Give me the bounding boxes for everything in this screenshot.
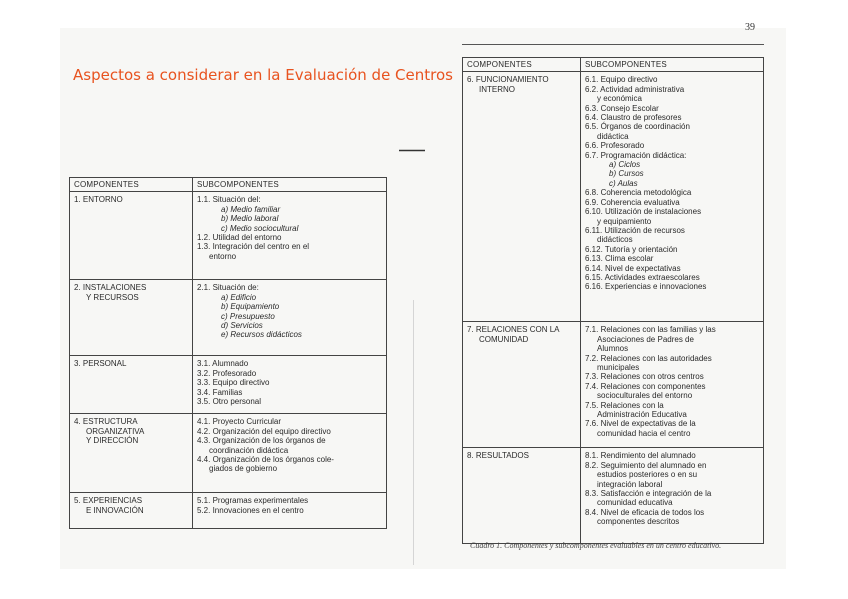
top-rule — [462, 44, 764, 45]
subcomponent-item: 6.15. Actividades extraescolares — [585, 272, 700, 282]
subcomponent-item: 6.1. Equipo directivo — [585, 75, 658, 85]
table-header-row — [463, 58, 764, 72]
page-title: Aspectos a considerar en la Evaluación de Centros — [73, 66, 453, 84]
subcomponent-item: c) Aulas — [609, 178, 638, 188]
subcomponent-item: 6.9. Coherencia evaluativa — [585, 197, 680, 207]
table-row — [70, 192, 387, 280]
subcomponent-item: y económica — [597, 94, 642, 104]
component-cell — [70, 493, 193, 529]
right-components-table — [462, 57, 764, 544]
subcomponent-item: 6.4. Claustro de profesores — [585, 113, 682, 123]
subcomponent-item: 6.14. Nivel de expectativas — [585, 263, 681, 273]
subcomponent-item: 6.16. Experiencias e innovaciones — [585, 282, 707, 292]
header-subcomponents: SUBCOMPONENTES — [581, 58, 764, 72]
component-cell — [463, 448, 581, 544]
subcomponent-item: y equipamiento — [597, 216, 652, 226]
subcomponent-item: a) Ciclos — [609, 160, 641, 170]
component-name: INTERNO — [479, 84, 515, 94]
subcomponents-cell — [193, 414, 387, 493]
subcomponent-item: c) Presupuesto — [221, 311, 275, 321]
subcomponent-item: Alumnos — [597, 344, 629, 354]
component-name: 4. ESTRUCTURA — [74, 417, 138, 427]
subcomponent-item: b) Equipamiento — [221, 302, 280, 312]
subcomponent-item: 8.3. Satisfacción e integración de la — [585, 489, 712, 499]
subcomponent-item: 3.4. Familias — [197, 387, 243, 397]
subcomponent-item: giados de gobierno — [209, 464, 278, 474]
subcomponent-item: 3.3. Equipo directivo — [197, 378, 270, 388]
component-name: 6. FUNCIONAMIENTO — [467, 75, 549, 85]
header-components: COMPONENTES — [463, 58, 581, 72]
subcomponents-cell — [581, 322, 764, 448]
subcomponent-item: 5.2. Innovaciones en el centro — [197, 505, 304, 515]
table-header-row — [70, 178, 387, 192]
subcomponent-item: b) Cursos — [609, 169, 644, 179]
component-name: 8. RESULTADOS — [467, 451, 529, 461]
subcomponent-item: Asociaciones de Padres de — [597, 334, 694, 344]
subcomponent-item: integración laboral — [597, 479, 663, 489]
component-cell — [70, 356, 193, 414]
subcomponents-cell — [193, 280, 387, 356]
subcomponent-item: 6.11. Utilización de recursos — [585, 225, 685, 235]
subcomponent-item: 6.12. Tutoría y orientación — [585, 244, 678, 254]
component-name: 1. ENTORNO — [74, 195, 123, 205]
component-name: 3. PERSONAL — [74, 359, 127, 369]
subcomponent-item: 7.6. Nivel de expectativas de la — [585, 419, 696, 429]
component-cell — [70, 280, 193, 356]
subcomponents-cell — [193, 192, 387, 280]
component-name: COMUNIDAD — [479, 334, 529, 344]
subcomponent-item: 6.5. Órganos de coordinación — [585, 122, 690, 132]
subcomponent-item: entorno — [209, 251, 237, 261]
subcomponent-item: estudios posteriores o en su — [597, 470, 698, 480]
subcomponent-item: 7.4. Relaciones con componentes — [585, 381, 706, 391]
subcomponent-item: 7.5. Relaciones con la — [585, 400, 664, 410]
table-row — [463, 72, 764, 322]
component-name: 5. EXPERIENCIAS — [74, 496, 143, 506]
component-name: Y RECURSOS — [86, 292, 139, 302]
table-row — [70, 414, 387, 493]
component-cell — [463, 322, 581, 448]
subcomponent-item: 7.1. Relaciones con las familias y las — [585, 325, 716, 335]
subcomponent-item: didácticos — [597, 235, 633, 245]
component-name: Y DIRECCIÓN — [86, 436, 139, 446]
component-cell — [463, 72, 581, 322]
subcomponent-item: 6.2. Actividad administrativa — [585, 84, 685, 94]
subcomponent-item: 3.1. Alumnado — [197, 359, 249, 369]
subcomponent-item: a) Medio familiar — [221, 204, 281, 214]
subcomponent-item: comunidad educativa — [597, 498, 673, 508]
header-components: COMPONENTES — [70, 178, 193, 192]
subcomponent-item: 6.3. Consejo Escolar — [585, 103, 659, 113]
table-row — [70, 356, 387, 414]
scan-mark — [399, 149, 425, 152]
subcomponent-item: a) Edificio — [221, 292, 257, 302]
subcomponent-item: 4.3. Organización de los órganos de — [197, 436, 326, 446]
component-name: E INNOVACIÓN — [86, 505, 144, 515]
right-table-body — [463, 72, 764, 544]
subcomponent-item: 6.7. Programación didáctica: — [585, 150, 687, 160]
subcomponents-cell — [581, 72, 764, 322]
subcomponent-item: 5.1. Programas experimentales — [197, 496, 309, 506]
left-components-table — [69, 177, 387, 529]
subcomponents-cell — [193, 356, 387, 414]
subcomponent-item: 4.1. Proyecto Curricular — [197, 417, 282, 427]
subcomponent-item: 1.1. Situación del: — [197, 195, 261, 205]
subcomponents-cell — [581, 448, 764, 544]
left-table-body — [70, 192, 387, 529]
subcomponent-item: 6.8. Coherencia metodológica — [585, 188, 692, 198]
subcomponent-item: d) Servicios — [221, 321, 263, 331]
subcomponent-item: 4.4. Organización de los órganos cole- — [197, 455, 334, 465]
component-name: 7. RELACIONES CON LA — [467, 325, 560, 335]
table-row — [463, 448, 764, 544]
subcomponent-item: 1.2. Utilidad del entorno — [197, 233, 282, 243]
subcomponent-item: socioculturales del entorno — [597, 391, 693, 401]
subcomponents-cell — [193, 493, 387, 529]
component-cell — [70, 414, 193, 493]
subcomponent-item: 4.2. Organización del equipo directivo — [197, 426, 331, 436]
subcomponent-item: 2.1. Situación de: — [197, 283, 259, 293]
subcomponent-item: 6.10. Utilización de instalaciones — [585, 207, 702, 217]
subcomponent-item: 3.5. Otro personal — [197, 397, 262, 407]
table-caption: Cuadro 1. Componentes y subcomponentes evaluables en un centro educativo. — [470, 541, 722, 550]
subcomponent-item: municipales — [597, 363, 640, 373]
subcomponent-item: 8.4. Nivel de eficacia de todos los — [585, 507, 705, 517]
page-number: 39 — [745, 22, 755, 33]
subcomponent-item: comunidad hacia el centro — [597, 428, 691, 438]
header-subcomponents: SUBCOMPONENTES — [193, 178, 387, 192]
subcomponent-item: coordinación didáctica — [209, 445, 289, 455]
subcomponent-item: Administración Educativa — [597, 410, 687, 420]
subcomponent-item: 7.2. Relaciones con las autoridades — [585, 353, 712, 363]
subcomponent-item: 8.1. Rendimiento del alumnado — [585, 451, 696, 461]
subcomponent-item: didáctica — [597, 131, 629, 141]
page-fold-line — [413, 300, 414, 565]
subcomponent-item: e) Recursos didácticos — [221, 330, 302, 340]
component-name: ORGANIZATIVA — [86, 426, 145, 436]
subcomponent-item: 7.3. Relaciones con otros centros — [585, 372, 704, 382]
component-name: 2. INSTALACIONES — [74, 283, 147, 293]
subcomponent-item: 3.2. Profesorado — [197, 368, 257, 378]
subcomponent-item: 6.6. Profesorado — [585, 141, 645, 151]
component-cell — [70, 192, 193, 280]
subcomponent-item: componentes descritos — [597, 517, 680, 527]
table-row — [70, 280, 387, 356]
subcomponent-item: 8.2. Seguimiento del alumnado en — [585, 460, 707, 470]
subcomponent-item: c) Medio sociocultural — [221, 223, 299, 233]
table-row — [70, 493, 387, 529]
subcomponent-item: 1.3. Integración del centro en el — [197, 242, 310, 252]
table-row — [463, 322, 764, 448]
subcomponent-item: 6.13. Clima escolar — [585, 254, 654, 264]
subcomponent-item: b) Medio laboral — [221, 214, 279, 224]
